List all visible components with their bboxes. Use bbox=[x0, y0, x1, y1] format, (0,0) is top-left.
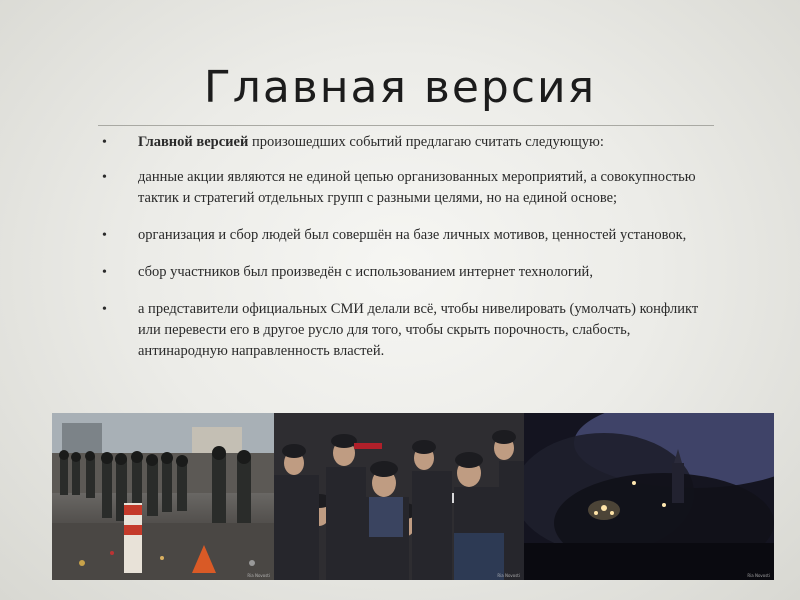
bullet-item-intro bbox=[100, 132, 720, 153]
slide-title: Главная версия bbox=[203, 62, 597, 113]
bullet-list bbox=[100, 132, 720, 378]
night-smoke-icon bbox=[524, 413, 774, 580]
bullet-item bbox=[100, 299, 720, 362]
bullet-dot-icon: • bbox=[102, 302, 107, 317]
bullet-dot-icon: • bbox=[102, 265, 107, 280]
crowd-police-icon bbox=[274, 413, 524, 580]
title-divider bbox=[98, 125, 714, 126]
intro-bold-text: Главной версией bbox=[138, 134, 249, 150]
bullet-item bbox=[100, 167, 720, 209]
intro-text: произошедших событий предлагаю считать следующую: bbox=[248, 134, 604, 150]
riot-police-street-photo bbox=[52, 413, 274, 580]
photo-credit: Ria Novosti bbox=[497, 573, 520, 578]
photo-credit: Ria Novosti bbox=[247, 573, 270, 578]
bullet-text: а представители официальных СМИ делали всё, чтобы нивелировать (умолчать) конфликт или перевести его в другое русло для того, чтобы скрыть порочность, слабость, антинародную направленность властей. bbox=[138, 301, 699, 359]
riot-police-street-icon bbox=[52, 413, 274, 580]
photo-credit: Ria Novosti bbox=[747, 573, 770, 578]
bullet-item bbox=[100, 262, 720, 283]
bullet-dot-icon: • bbox=[102, 228, 107, 243]
bullet-text: организация и сбор людей был совершён на базе личных мотивов, ценностей установок, bbox=[138, 227, 687, 243]
bullet-dot-icon: • bbox=[102, 135, 107, 150]
photo-strip bbox=[52, 413, 774, 580]
bullet-text: сбор участников был произведён с использованием интернет технологий, bbox=[138, 264, 593, 280]
night-smoke-photo bbox=[524, 413, 774, 580]
crowd-police-photo bbox=[274, 413, 524, 580]
bullet-dot-icon: • bbox=[102, 170, 107, 185]
bullet-text: данные акции являются не единой цепью организованных мероприятий, а совокупностью тактик и стратегий отдельных групп с разными целями, но на единой основе; bbox=[138, 169, 696, 206]
bullet-item bbox=[100, 225, 720, 246]
